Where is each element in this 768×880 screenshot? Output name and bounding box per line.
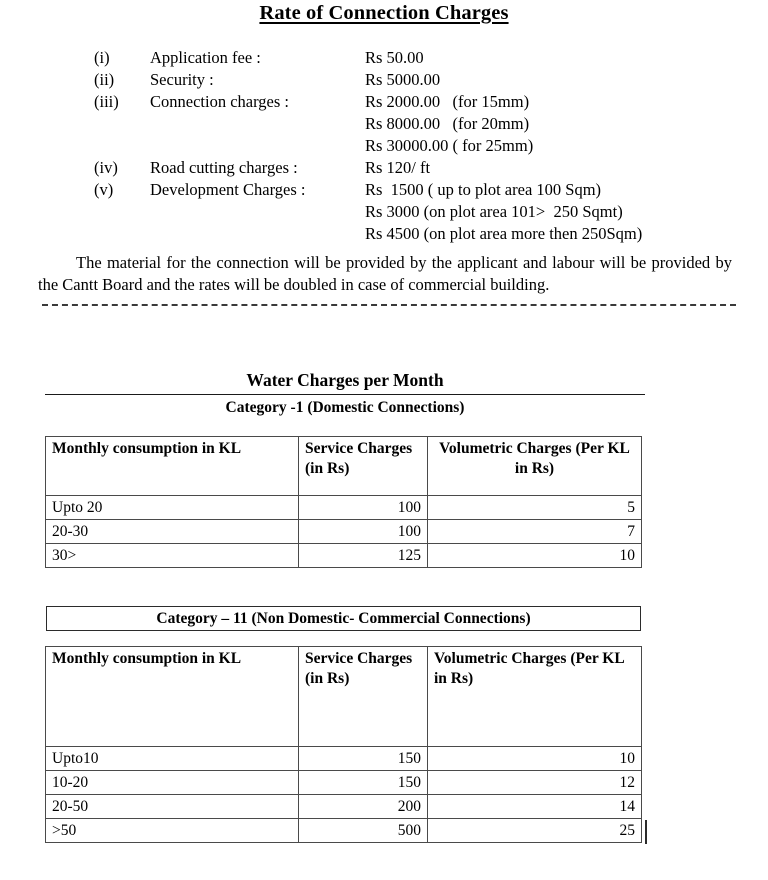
- note-paragraph: The material for the connection will be provided by the applicant and labour will be provided by the Cantt Board and the rates will be doubled in case of commercial building.: [38, 253, 732, 294]
- table-row: [46, 747, 642, 771]
- cell-service: 150: [299, 771, 428, 795]
- column-header-service: Service Charges (in Rs): [299, 437, 428, 496]
- list-item-continuation: [94, 224, 754, 246]
- table-row: [46, 496, 642, 520]
- cell-volumetric: 10: [428, 544, 642, 568]
- list-item-numeral: (iii): [94, 92, 119, 111]
- cell-service: 150: [299, 747, 428, 771]
- cell-consumption: >50: [46, 819, 299, 843]
- column-header-volumetric: Volumetric Charges (Per KL in Rs): [428, 437, 642, 496]
- list-item-value: Rs 50.00: [365, 48, 424, 67]
- list-item-value: Rs 1500 ( up to plot area 100 Sqm): [365, 180, 602, 199]
- sub-heading-category-1: Category -1 (Domestic Connections): [225, 399, 465, 416]
- table-header-row: [46, 437, 642, 496]
- list-item-label: Road cutting charges :: [150, 158, 298, 177]
- cell-consumption: 30>: [46, 544, 299, 568]
- column-header-service: Service Charges (in Rs): [299, 647, 428, 747]
- sub-heading-category-2: Category – 11 (Non Domestic- Commercial Connections): [46, 606, 641, 631]
- list-item-numeral: (v): [94, 180, 114, 199]
- list-item-value: Rs 3000 (on plot area 101> 250 Sqmt): [365, 202, 623, 221]
- list-item-numeral: (i): [94, 48, 110, 67]
- list-item-label: Security :: [150, 70, 214, 89]
- column-header-consumption: Monthly consumption in KL: [46, 647, 299, 747]
- connection-charges-list: [94, 48, 754, 246]
- cell-service: 200: [299, 795, 428, 819]
- list-item: [94, 158, 754, 180]
- cell-service: 125: [299, 544, 428, 568]
- cell-volumetric: 7: [428, 520, 642, 544]
- list-item-continuation: [94, 114, 754, 136]
- table-row: [46, 771, 642, 795]
- list-item-value: Rs 30000.00 ( for 25mm): [365, 136, 534, 155]
- table-row: [46, 795, 642, 819]
- dashed-divider: [42, 304, 736, 306]
- list-item-numeral: (iv): [94, 158, 118, 177]
- table-row: [46, 520, 642, 544]
- page-title: [0, 2, 768, 25]
- list-item-label: Application fee :: [150, 48, 261, 67]
- list-item: [94, 92, 754, 114]
- table-row: [46, 544, 642, 568]
- list-item-continuation: [94, 136, 754, 158]
- cell-volumetric: 25: [428, 819, 642, 843]
- list-item-continuation: [94, 202, 754, 224]
- table-category-2: [45, 646, 642, 843]
- page-title-text: Rate of Connection Charges: [259, 2, 509, 24]
- cell-consumption: Upto10: [46, 747, 299, 771]
- list-item-value: Rs 120/ ft: [365, 158, 431, 177]
- column-header-consumption: Monthly consumption in KL: [46, 437, 299, 496]
- list-item: [94, 180, 754, 202]
- table-row: [46, 819, 642, 843]
- list-item-label: Connection charges :: [150, 92, 289, 111]
- table-category-1: [45, 436, 642, 568]
- cell-consumption: 20-50: [46, 795, 299, 819]
- cell-volumetric: 12: [428, 771, 642, 795]
- list-item: [94, 70, 754, 92]
- list-item: [94, 48, 754, 70]
- cell-volumetric: 10: [428, 747, 642, 771]
- cell-volumetric: 14: [428, 795, 642, 819]
- section-heading-water-charges: Water Charges per Month: [45, 370, 645, 395]
- text-cursor-caret: [645, 820, 647, 844]
- list-item-value: Rs 2000.00 (for 15mm): [365, 92, 530, 111]
- cell-service: 100: [299, 520, 428, 544]
- list-item-value: Rs 4500 (on plot area more then 250Sqm): [365, 224, 643, 243]
- table-header-row: [46, 647, 642, 747]
- cell-volumetric: 5: [428, 496, 642, 520]
- list-item-value: Rs 5000.00: [365, 70, 441, 89]
- cell-consumption: 20-30: [46, 520, 299, 544]
- cell-consumption: Upto 20: [46, 496, 299, 520]
- cell-service: 500: [299, 819, 428, 843]
- list-item-label: Development Charges :: [150, 180, 306, 199]
- list-item-numeral: (ii): [94, 70, 115, 89]
- column-header-volumetric: Volumetric Charges (Per KL in Rs): [428, 647, 642, 747]
- cell-consumption: 10-20: [46, 771, 299, 795]
- cell-service: 100: [299, 496, 428, 520]
- list-item-value: Rs 8000.00 (for 20mm): [365, 114, 530, 133]
